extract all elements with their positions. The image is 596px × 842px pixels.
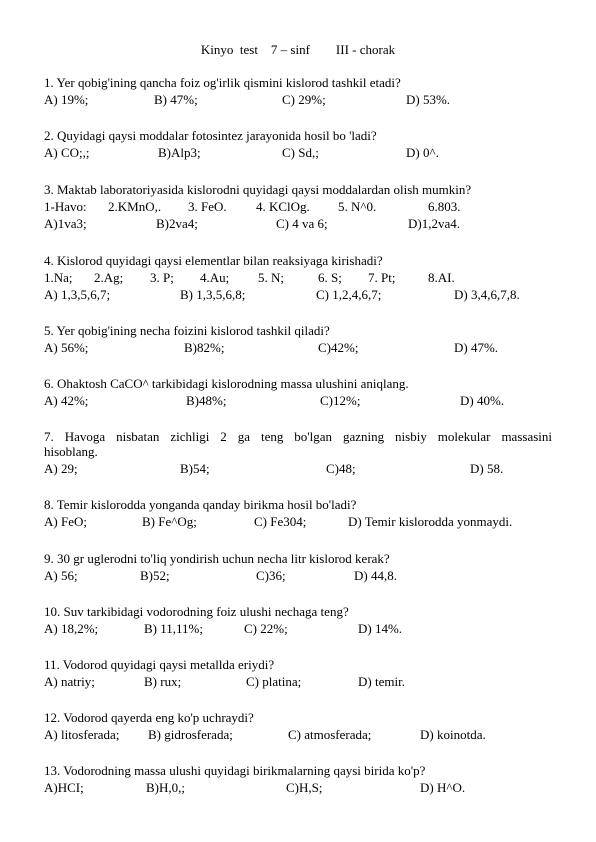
q4-item-3: 3. P; — [150, 270, 174, 285]
q9-option-d: D) 44,8. — [354, 568, 397, 583]
q13-option-b: B)H,0,; — [146, 780, 185, 795]
q1-option-b: B) 47%; — [154, 92, 198, 107]
q4-item-7: 7. Pt; — [368, 270, 396, 285]
q4-item-5: 5. N; — [258, 270, 284, 285]
q3-item-3: 3. FeO. — [188, 199, 227, 214]
q4-item-6: 6. S; — [318, 270, 342, 285]
question-11: 11. Vodorod quyidagi qaysi metallda eriydi? — [44, 657, 275, 672]
q4-item-4: 4.Au; — [200, 270, 230, 285]
q3-item-5: 5. N^0. — [338, 199, 377, 214]
q3-option-b: B)2va4; — [156, 216, 198, 231]
q6-option-a: A) 42%; — [44, 393, 89, 408]
q3-option-a: A)1va3; — [44, 216, 87, 231]
question-12: 12. Vodorod qayerda eng ko'p uchraydi? — [44, 710, 254, 725]
question-9: 9. 30 gr uglerodni to'liq yondirish uchun necha litr kislorod kerak? — [44, 551, 390, 566]
q13-option-c: C)H,S; — [286, 780, 323, 795]
q11-option-d: D) temir. — [358, 674, 405, 689]
q4-item-2: 2.Ag; — [94, 270, 124, 285]
q6-option-b: B)48%; — [186, 393, 227, 408]
q6-option-d: D) 40%. — [460, 393, 505, 408]
q10-option-d: D) 14%. — [358, 621, 403, 636]
question-13: 13. Vodorodning massa ulushi quyidagi birikmalarning qaysi birida ko'p? — [44, 763, 426, 778]
question-5: 5. Yer qobig'ining necha foizini kislorod tashkil qiladi? — [44, 323, 330, 338]
page-title: Kinyo test 7 – sinf III - chorak — [200, 42, 396, 57]
q4-item-1: 1.Na; — [44, 270, 73, 285]
q2-option-d: D) 0^. — [406, 145, 439, 160]
q11-option-b: B) rux; — [144, 674, 182, 689]
q11-option-a: A) natriy; — [44, 674, 95, 689]
q5-option-d: D) 47%. — [454, 340, 499, 355]
q3-item-2: 2.KMnO,. — [108, 199, 162, 214]
q8-option-a: A) FeO; — [44, 514, 87, 529]
q12-option-a: A) litosferada; — [44, 727, 120, 742]
q9-option-c: C)36; — [256, 568, 286, 583]
q7-option-b: B)54; — [180, 461, 210, 476]
q1-option-d: D) 53%. — [406, 92, 451, 107]
q8-option-d: D) Temir kislorodda yonmaydi. — [348, 514, 513, 529]
q3-item-4: 4. KClOg. — [256, 199, 310, 214]
q5-option-b: B)82%; — [184, 340, 225, 355]
q6-option-c: C)12%; — [320, 393, 361, 408]
q7-option-a: A) 29; — [44, 461, 78, 476]
q9-option-b: B)52; — [140, 568, 170, 583]
question-8: 8. Temir kislorodda yonganda qanday birikma hosil bo'ladi? — [44, 497, 357, 512]
q4-option-d: D) 3,4,6,7,8. — [454, 287, 520, 302]
q12-option-d: D) koinotda. — [420, 727, 486, 742]
question-7-line-1: 7. Havoga nisbatan zichligi 2 ga teng bo'lgan gazning nisbiy molekular massasini — [44, 429, 552, 444]
question-10: 10. Suv tarkibidagi vodorodning foiz ulushi nechaga teng? — [44, 604, 349, 619]
q2-option-a: A) CO;,; — [44, 145, 90, 160]
q10-option-c: C) 22%; — [244, 621, 288, 636]
question-1: 1. Yer qobig'ining qancha foiz og'irlik qismini kislorod tashkil etadi? — [44, 75, 401, 90]
question-4: 4. Kislorod quyidagi qaysi elementlar bilan reaksiyaga kirishadi? — [44, 253, 383, 268]
q1-option-c: C) 29%; — [282, 92, 326, 107]
q4-option-a: A) 1,3,5,6,7; — [44, 287, 111, 302]
question-7 — [44, 429, 552, 459]
q11-option-c: C) platina; — [246, 674, 302, 689]
q8-option-c: C) Fe304; — [254, 514, 307, 529]
q3-option-d: D)1,2va4. — [408, 216, 460, 231]
q9-option-a: A) 56; — [44, 568, 78, 583]
q5-option-c: C)42%; — [318, 340, 359, 355]
question-2: 2. Quyidagi qaysi moddalar fotosintez jarayonida hosil bo 'ladi? — [44, 128, 377, 143]
q12-option-c: C) atmosferada; — [288, 727, 372, 742]
q3-item-6: 6.803. — [428, 199, 461, 214]
q5-option-a: A) 56%; — [44, 340, 89, 355]
question-3: 3. Maktab laboratoriyasida kislorodni quyidagi qaysi moddalardan olish mumkin? — [44, 182, 472, 197]
question-6: 6. Ohaktosh CaCO^ tarkibidagi kislorodning massa ulushini aniqlang. — [44, 376, 409, 391]
q1-option-a: A) 19%; — [44, 92, 89, 107]
q12-option-b: B) gidrosferada; — [148, 727, 233, 742]
q4-option-c: C) 1,2,4,6,7; — [316, 287, 382, 302]
q13-option-a: A)HCI; — [44, 780, 84, 795]
q2-option-b: B)Alp3; — [158, 145, 201, 160]
question-7-line-2: hisoblang. — [44, 444, 98, 459]
q2-option-c: C) Sd,; — [282, 145, 319, 160]
q3-option-c: C) 4 va 6; — [276, 216, 328, 231]
q4-option-b: B) 1,3,5,6,8; — [180, 287, 246, 302]
q8-option-b: B) Fe^Og; — [142, 514, 197, 529]
q10-option-a: A) 18,2%; — [44, 621, 99, 636]
q7-option-d: D) 58. — [470, 461, 504, 476]
q10-option-b: B) 11,11%; — [144, 621, 203, 636]
q3-item-1: 1-Havo: — [44, 199, 87, 214]
q4-item-8: 8.AI. — [428, 270, 455, 285]
q7-option-c: C)48; — [326, 461, 356, 476]
q13-option-d: D) H^O. — [420, 780, 466, 795]
